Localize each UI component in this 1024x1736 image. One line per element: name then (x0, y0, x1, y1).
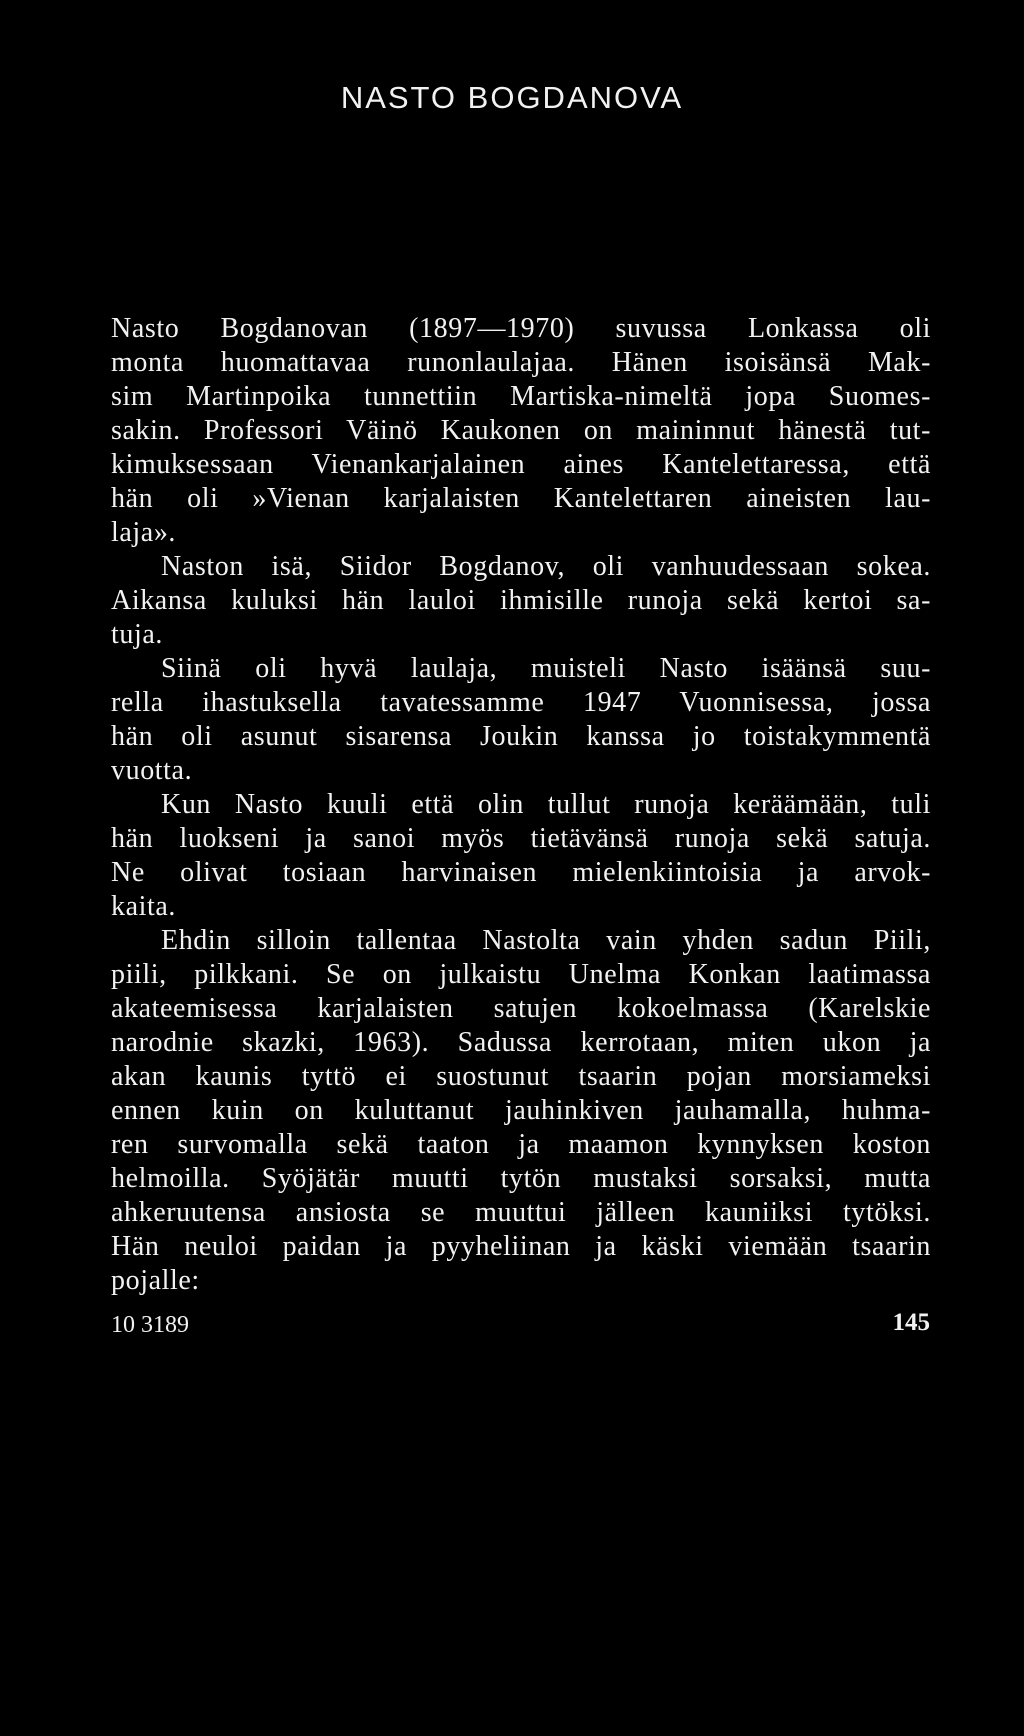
text-line: ahkeruutensa ansiosta se muuttui jälleen kauniiksi tytöksi. (111, 1197, 931, 1228)
text-line: kimuksessaan Vienankarjalainen aines Kantelettaressa, että (111, 449, 931, 480)
text-line: rella ihastuksella tavatessamme 1947 Vuonnisessa, jossa (111, 687, 931, 718)
text-line: hän luokseni ja sanoi myös tietävänsä runoja sekä satuja. (111, 823, 931, 854)
text-line: Siinä oli hyvä laulaja, muisteli Nasto isäänsä suu- (161, 653, 931, 684)
text-line: Hän neuloi paidan ja pyyheliinan ja käski viemään tsaarin (111, 1231, 931, 1262)
text-line: Ehdin silloin tallentaa Nastolta vain yhden sadun Piili, (161, 925, 931, 956)
text-line: piili, pilkkani. Se on julkaistu Unelma Konkan laatimassa (111, 959, 931, 990)
text-line: Aikansa kuluksi hän lauloi ihmisille runoja sekä kertoi sa- (111, 585, 931, 616)
text-line: sakin. Professori Väinö Kaukonen on maininnut hänestä tut- (111, 415, 931, 446)
text-line: kaita. (111, 891, 177, 922)
text-line: Nasto Bogdanovan (1897—1970) suvussa Lonkassa oli (111, 313, 931, 344)
text-line: pojalle: (111, 1265, 200, 1296)
text-line: akateemisessa karjalaisten satujen kokoelmassa (Karelskie (111, 993, 931, 1024)
text-line: monta huomattavaa runonlaulajaa. Hänen isoisänsä Mak- (111, 347, 931, 378)
text-line: tuja. (111, 619, 163, 650)
text-line: narodnie skazki, 1963). Sadussa kerrotaan, miten ukon ja (111, 1027, 931, 1058)
text-line: Naston isä, Siidor Bogdanov, oli vanhuudessaan sokea. (161, 551, 931, 582)
text-line: ren survomalla sekä taaton ja maamon kynnyksen koston (111, 1129, 931, 1160)
page-number: 145 (892, 1309, 930, 1336)
text-line: hän oli asunut sisarensa Joukin kanssa jo toistakymmentä (111, 721, 931, 752)
text-line: Kun Nasto kuuli että olin tullut runoja keräämään, tuli (161, 789, 931, 820)
text-line: Ne olivat tosiaan harvinaisen mielenkiintoisia ja arvok- (111, 857, 931, 888)
text-line: akan kaunis tyttö ei suostunut tsaarin pojan morsiameksi (111, 1061, 931, 1092)
page-title: NASTO BOGDANOVA (340, 80, 684, 115)
text-line: ennen kuin on kuluttanut jauhinkiven jauhamalla, huhma- (111, 1095, 931, 1126)
text-line: laja». (111, 517, 177, 548)
text-line: vuotta. (111, 755, 193, 786)
printer-folio: 10 3189 (111, 1312, 189, 1338)
text-line: helmoilla. Syöjätär muutti tytön mustaksi sorsaksi, mutta (111, 1163, 931, 1194)
text-line: hän oli »Vienan karjalaisten Kantelettaren aineisten lau- (111, 483, 931, 514)
text-line: sim Martinpoika tunnettiin Martiska-nimeltä jopa Suomes- (111, 381, 931, 412)
